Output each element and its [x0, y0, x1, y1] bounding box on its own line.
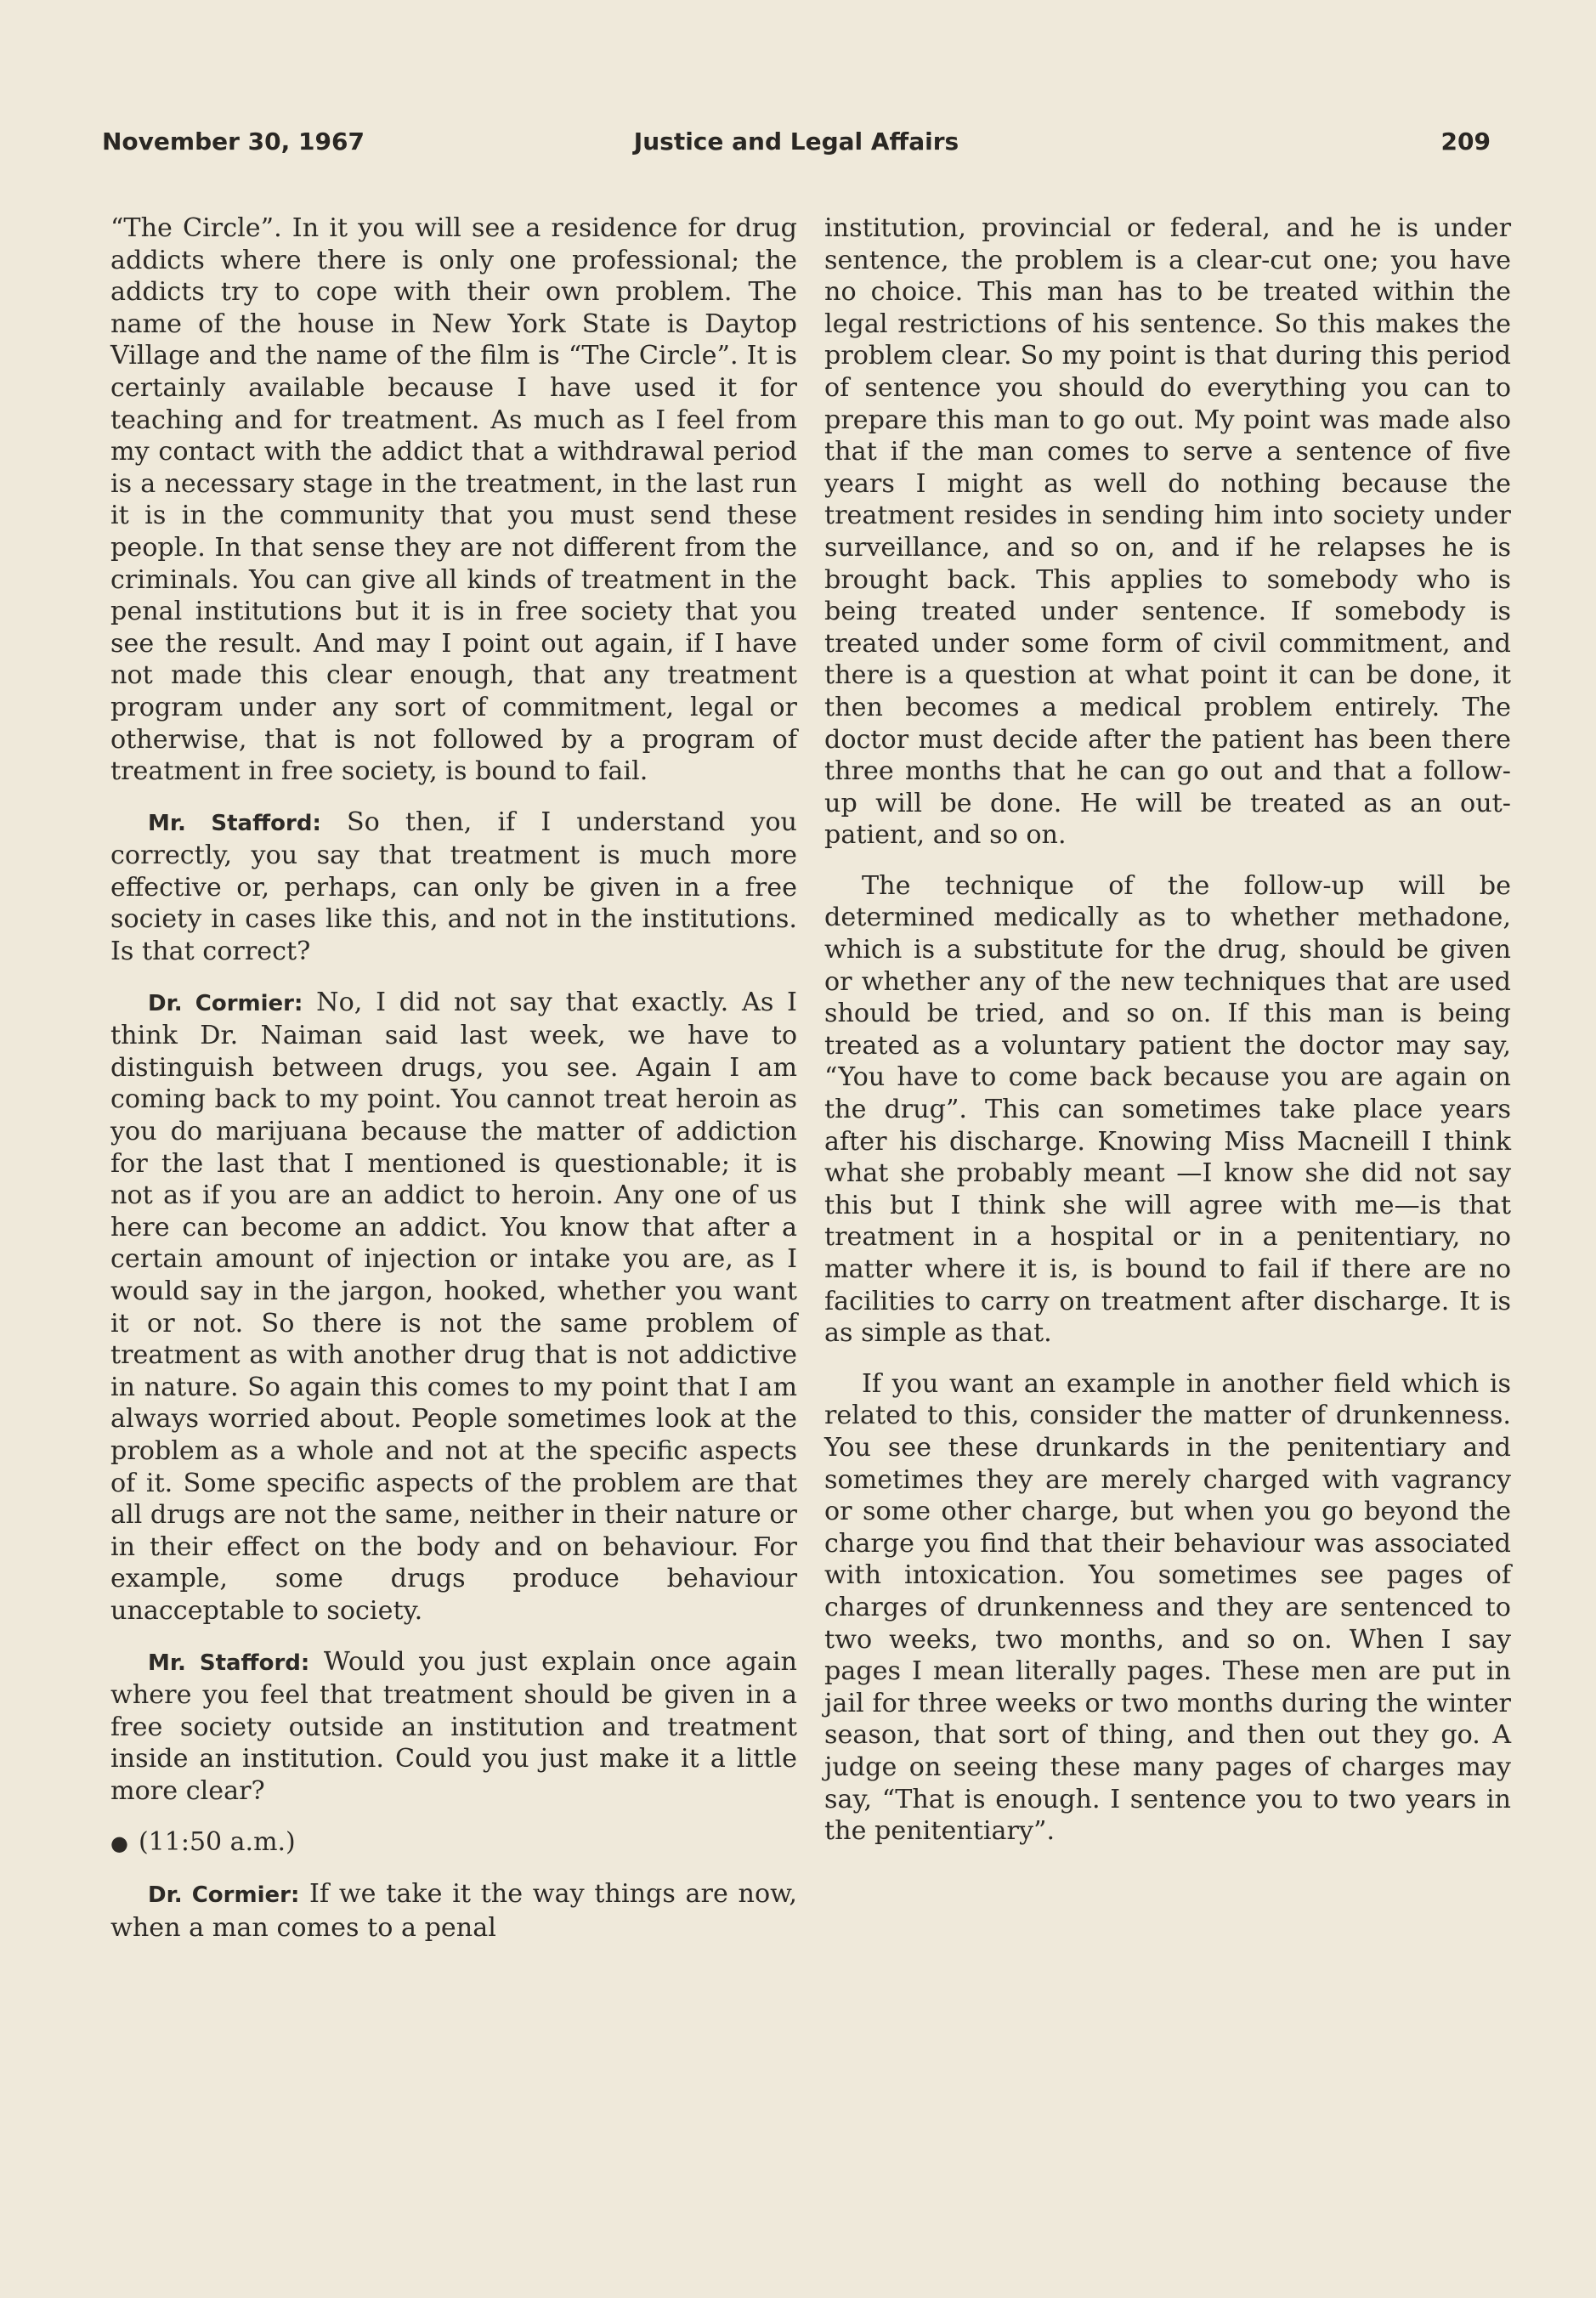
right-column [824, 212, 1511, 1848]
speech-text: So then, if I understand you correctly, you say that treatment is much more effective or, perhaps, can only be given in a free society in cases like this, and not in the institutions. Is that correct? [110, 807, 797, 967]
page-number: 209 [1440, 127, 1491, 156]
bullet-icon: ● [110, 1831, 128, 1855]
time-marker [110, 1826, 797, 1860]
page-header [102, 127, 1491, 170]
paragraph [110, 807, 797, 968]
paragraph: The technique of the follow-up will be determined medically as to whether methadone, which is a substitute for the drug, should be given or whether any of the new techniques that are used should be tried, and so on. If this man is being treated as a voluntary patient the doctor may say, “You have to come back because you are again on the drug”. This can sometimes take place years after his discharge. Knowing Miss Macneill I think what she probably meant —I know she did not say this but I think she will agree with me—is that treatment in a hospital or in a penitentiary, no matter where it is, is bound to fail if there are no facilities to carry on treatment after discharge. It is as simple as that. [824, 870, 1511, 1349]
header-date: November 30, 1967 [102, 127, 365, 156]
time-marker-text: (11:50 a.m.) [138, 1826, 296, 1857]
header-section-title: Justice and Legal Affairs [633, 127, 959, 156]
paragraph: “The Circle”. In it you will see a residence for drug addicts where there is only one professional; the addicts try to cope with their own problem. The name of the house in New York State is Daytop Village and the name of the film is “The Circle”. It is certainly available because I have used it for teaching and for treatment. As much as I feel from my contact with the addict that a withdrawal period is a necessary stage in the treatment, in the last run it is in the community that you must send these people. In that sense they are not different from the criminals. You can give all kinds of treatment in the penal institutions but it is in free society that you see the result. And may I point out again, if I have not made this clear enough, that any treatment program under any sort of commitment, legal or otherwise, that is not followed by a program of treatment in free society, is bound to fail. [110, 213, 797, 787]
speaker-name: Dr. Cormier: [148, 1882, 300, 1909]
speaker-name: Mr. Stafford: [148, 1650, 310, 1676]
speech-text: No, I did not say that exactly. As I think Dr. Naiman said last week, we have to distinguish between drugs, you see. Again I am coming back to my point. You cannot treat heroin as you do marijuana because the matter of addiction for the last that I mentioned is questionable; it is not as if you are an addict to heroin. Any one of us here can become an addict. You know that after a certain amount of injection or intake you are, as I would say in the jargon, hooked, whether you want it or not. So there is not the same problem of treatment as with another drug that is not addictive in nature. So again this comes to my point that I am always worried about. People sometimes look at the problem as a whole and not at the specific aspects of it. Some specific aspects of the problem are that all drugs are not the same, neither in their nature or in their effect on the body and on behaviour. For example, some drugs produce behaviour unacceptable to society. [110, 987, 797, 1626]
speaker-name: Mr. Stafford: [148, 810, 321, 836]
paragraph: institution, provincial or federal, and he is under sentence, the problem is a clear-cut one; you have no choice. This man has to be treated within the legal restrictions of his sentence. So this makes the problem clear. So my point is that during this period of sentence you should do everything you can to prepare this man to go out. My point was made also that if the man comes to serve a sentence of five years I might as well do nothing because the treatment resides in sending him into society under surveillance, and so on, and if he relapses he is brought back. This applies to somebody who is being treated under sentence. If somebody is treated under some form of civil commitment, and there is a question at what point it can be done, it then becomes a medical problem entirely. The doctor must decide after the patient has been there three months that he can go out and that a follow-up will be done. He will be treated as an out-patient, and so on. [824, 213, 1511, 851]
speech-text: If we take it the way things are now, when a man comes to a penal [110, 1879, 797, 1943]
paragraph [110, 1878, 797, 1944]
speech-text: Would you just explain once again where you feel that treatment should be given in a free society outside an institution and treatment inside an institution. Could you just make it a little more clear? [110, 1646, 797, 1806]
paragraph [110, 1646, 797, 1808]
paragraph: If you want an example in another field which is related to this, consider the matter of drunkenness. You see these drunkards in the penitentiary and sometimes they are merely charged with vagrancy or some other charge, but when you go beyond the charge you find that their behaviour was associated with intoxication. You sometimes see pages of charges of drunkenness and they are sentenced to two weeks, two months, and so on. When I say pages I mean literally pages. These men are put in jail for three weeks or two months during the winter season, that sort of thing, and then out they go. A judge on seeing these many pages of charges may say, “That is enough. I sentence you to two years in the penitentiary”. [824, 1368, 1511, 1847]
speaker-name: Dr. Cormier: [148, 990, 303, 1016]
left-column [110, 212, 797, 1944]
paragraph [110, 987, 797, 1627]
